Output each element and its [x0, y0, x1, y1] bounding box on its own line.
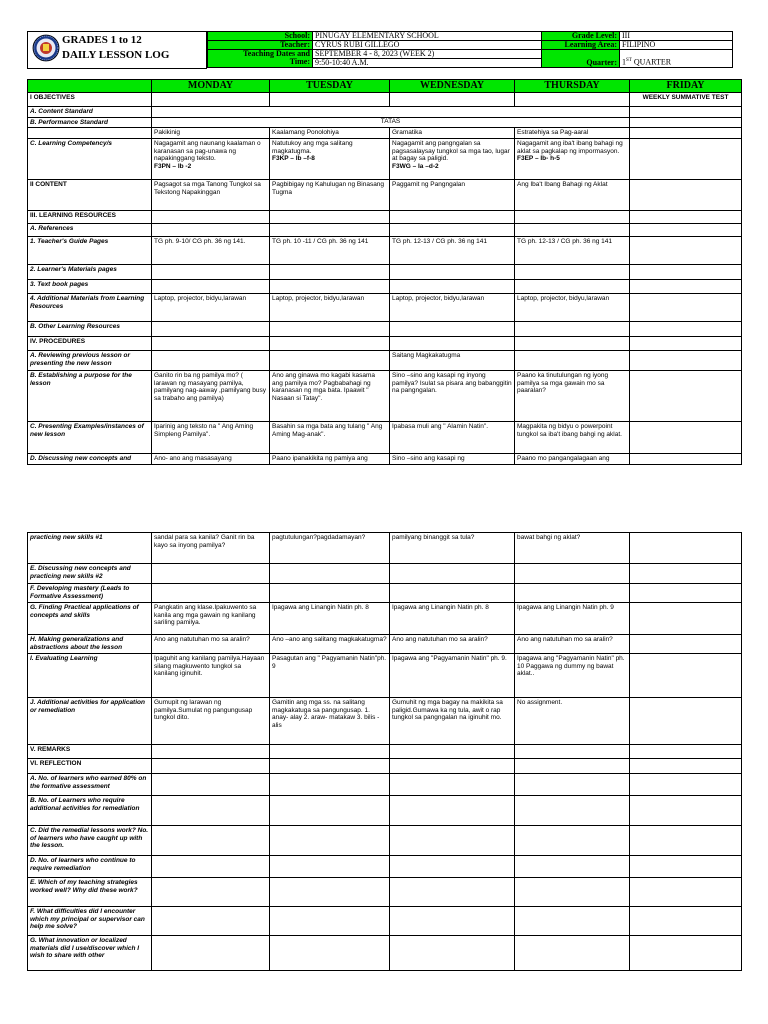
cell [515, 907, 630, 936]
evaluating-thursday: Ipagawa ang "Pagyamanin Natin" ph. 10 Paggawa ng dummy ng bawat aklat.. [515, 654, 630, 698]
day-header-wednesday: WEDNESDAY [390, 80, 515, 93]
content-thursday: Ang Iba't Ibang Bahagi ng Aklat [515, 180, 630, 211]
teaching-dates-label: Teaching Dates and [243, 49, 310, 58]
content-monday: Pagsagot sa mga Tanong Tungkol sa Tekstong Napakinggan [152, 180, 270, 211]
other-resources-label: B. Other Learning Resources [28, 322, 152, 337]
cell [515, 224, 630, 237]
cell [515, 265, 630, 280]
quarter-superscript: ST [626, 58, 632, 64]
additional-activities-label: J. Additional activities for application or remediation [28, 698, 152, 745]
lesson-log-table-page2 [27, 532, 742, 971]
additional-activities-monday: Gumupit ng larawan ng pamilya.Sumulat ng pangungusap tungkol dito. [152, 698, 270, 745]
cell [630, 107, 742, 118]
reflection-c-label: C. Did the remedial lessons work? No. of learners who have caught up with the lesson. [28, 826, 152, 856]
cell [515, 856, 630, 878]
cell [630, 117, 742, 128]
cell [515, 936, 630, 971]
cell [152, 745, 270, 759]
cell [515, 745, 630, 759]
competency-code: F3KP – Ib –f-8 [272, 155, 315, 163]
grade-level-value: III [620, 32, 733, 41]
day-header-friday: FRIDAY [630, 80, 742, 93]
day-header-tuesday: TUESDAY [270, 80, 390, 93]
cell [515, 337, 630, 351]
cell [270, 796, 390, 826]
cell [630, 584, 742, 603]
reflection-d-label: D. No. of learners who continue to require remediation [28, 856, 152, 878]
cell [390, 745, 515, 759]
competency-thursday [515, 139, 630, 180]
references-label: A. References [28, 224, 152, 237]
cell [630, 745, 742, 759]
teacher-value: CYRUS RUBI GILLEGO [313, 41, 542, 50]
cell [152, 322, 270, 337]
evaluating-learning-label: I. Evaluating Learning [28, 654, 152, 698]
performance-wednesday: Gramatika [390, 128, 515, 139]
reflection-a-label: A. No. of learners who earned 80% on the formative assessment [28, 774, 152, 796]
cell [630, 422, 742, 454]
cell [390, 796, 515, 826]
evaluating-tuesday: Pasagutan ang " Pagyamanin Natin"ph. 9 [270, 654, 390, 698]
generalizations-thursday: Ano ang natutuhan mo sa aralin? [515, 635, 630, 654]
generalizations-monday: Ano ang natutuhan mo sa aralin? [152, 635, 270, 654]
cell [270, 826, 390, 856]
cell [390, 337, 515, 351]
discussing-label-bottom: practicing new skills #1 [28, 533, 152, 564]
competency-code: F3EP – Ib- h-5 [517, 155, 560, 163]
cell [390, 564, 515, 584]
day-header-monday: MONDAY [152, 80, 270, 93]
competency-tuesday [270, 139, 390, 180]
additional-thursday: Laptop, projector, bidyu,larawan [515, 294, 630, 322]
cell [630, 774, 742, 796]
presenting-label: C. Presenting Examples/instances of new lesson [28, 422, 152, 454]
cell [630, 224, 742, 237]
header-info-table [207, 31, 733, 68]
cell [390, 93, 515, 107]
cell [270, 774, 390, 796]
cell [630, 180, 742, 211]
cell [515, 878, 630, 907]
additional-wednesday: Laptop, projector, bidyu,larawan [390, 294, 515, 322]
cell [515, 759, 630, 774]
cell [270, 936, 390, 971]
cell [270, 759, 390, 774]
cell [515, 564, 630, 584]
cell [152, 759, 270, 774]
teaching-dates-value: SEPTEMBER 4 - 8, 2023 (WEEK 2) [313, 50, 542, 59]
performance-monday: Pakikinig [152, 128, 270, 139]
reviewing-tuesday [270, 351, 390, 371]
performance-standard-label: B. Performance Standard [28, 117, 152, 128]
competency-monday [152, 139, 270, 180]
cell [390, 774, 515, 796]
additional-monday: Laptop, projector, bidyu,larawan [152, 294, 270, 322]
competency-text: Nagagamit ang iba't ibang bahagi ng aklat sa pagkalap ng impormasyon. [517, 140, 623, 155]
teacher-label: Teacher: [208, 41, 313, 50]
cell [630, 907, 742, 936]
content-standard-cell [152, 107, 630, 118]
cell [630, 128, 742, 139]
cell [630, 936, 742, 971]
cell [152, 211, 270, 224]
teachers-guide-label: 1. Teacher's Guide Pages [28, 237, 152, 265]
performance-tuesday: Kaalamang Ponolohiya [270, 128, 390, 139]
objectives-label: I OBJECTIVES [28, 93, 152, 107]
cell [270, 878, 390, 907]
day-header-thursday: THURSDAY [515, 80, 630, 93]
discussing-bottom-monday: sandal para sa kanila? Ganit rin ba kayo sa inyong pamilya? [152, 533, 270, 564]
header-title-line1: GRADES 1 to 12 [62, 34, 142, 46]
cell [270, 745, 390, 759]
time-label: Time: [289, 57, 310, 66]
reflection-b-label: B. No. of Learners who require additional activities for remediation [28, 796, 152, 826]
cell [630, 856, 742, 878]
evaluating-monday: Ipaguhit ang kanilang pamilya.Hayaan silang magkuwento tungkol sa kanilang iginuhit. [152, 654, 270, 698]
additional-activities-tuesday: Gamitin ang mga ss. na salitang magkakatuga sa pangungusap. 1. anay- alay 2. araw- matakaw 3. bilis - alis [270, 698, 390, 745]
cell [390, 936, 515, 971]
cell [630, 351, 742, 371]
presenting-wednesday: Ipabasa muli ang " Alamin Natin". [390, 422, 515, 454]
practical-applications-label: G. Finding Practical applications of concepts and skills [28, 603, 152, 635]
cell [630, 211, 742, 224]
discussing-bottom-tuesday: pagtutulungan?pagdadamayan? [270, 533, 390, 564]
procedures-label: IV. PROCEDURES [28, 337, 152, 351]
practical-wednesday: Ipagawa ang Linangin Natin ph. 8 [390, 603, 515, 635]
cell [630, 635, 742, 654]
reflection-e-label: E. Which of my teaching strategies worked well? Why did these work? [28, 878, 152, 907]
cell [152, 584, 270, 603]
purpose-monday: Ganito rin ba ng pamilya mo? ( larawan ng masayang pamilya, pamilyang nag-aaway ,pamilyang busy sa trabaho ang pamilya) [152, 371, 270, 422]
learners-materials-label: 2. Learner's Materials pages [28, 265, 152, 280]
cell [630, 139, 742, 180]
day-header-blank [28, 80, 152, 93]
cell [270, 322, 390, 337]
cell [270, 856, 390, 878]
cell [390, 878, 515, 907]
generalizations-wednesday: Ano ang natutuhan mo sa aralin? [390, 635, 515, 654]
cell [630, 826, 742, 856]
tg-thursday: TG ph. 12-13 / CG ph. 36 ng 141 [515, 237, 630, 265]
quarter-text: QUARTER [631, 58, 672, 67]
school-label: School: [208, 32, 313, 41]
presenting-tuesday: Basahin sa mga bata ang tulang " Ang Aming Mag-anak". [270, 422, 390, 454]
cell [515, 774, 630, 796]
purpose-label: B. Establishing a purpose for the lesson [28, 371, 152, 422]
weekly-summative-test: WEEKLY SUMMATIVE TEST [630, 93, 742, 107]
reflection-f-label: F. What difficulties did I encounter which my principal or supervisor can help me solve? [28, 907, 152, 936]
cell [630, 759, 742, 774]
developing-mastery-label: F. Developing mastery (Leads to Formative Assessment) [28, 584, 152, 603]
cell [28, 128, 152, 139]
cell [152, 856, 270, 878]
purpose-thursday: Paano ka tinutulungan ng iyong pamilya sa mga gawain mo sa paaralan? [515, 371, 630, 422]
reflection-g-label: G. What innovation or localized materials did I use/discover which I wish to share with other [28, 936, 152, 971]
content-wednesday: Paggamit ng Pangngalan [390, 180, 515, 211]
content-label: II CONTENT [28, 180, 152, 211]
discussing-2-label: E. Discussing new concepts and practicing new skills #2 [28, 564, 152, 584]
school-value: PINUGAY ELEMENTARY SCHOOL [313, 32, 542, 41]
learning-area-value: FILIPINO [620, 41, 733, 50]
cell [630, 878, 742, 907]
cell [630, 322, 742, 337]
cell [515, 584, 630, 603]
lesson-log-table-page1 [27, 79, 742, 465]
reviewing-wednesday: Saitang Magkakatugma [390, 351, 515, 371]
cell [390, 584, 515, 603]
header-title-line2: DAILY LESSON LOG [62, 49, 170, 61]
cell [152, 224, 270, 237]
cell [630, 654, 742, 698]
cell [515, 211, 630, 224]
quarter-number: 1 [622, 58, 626, 67]
cell [152, 878, 270, 907]
cell [152, 265, 270, 280]
cell [630, 280, 742, 294]
page-break [0, 470, 768, 532]
cell [630, 603, 742, 635]
content-tuesday: Pagbibigay ng Kahulugan ng Binasang Tugma [270, 180, 390, 211]
performance-thursday: Estratehiya sa Pag-aaral [515, 128, 630, 139]
content-standard-label: A. Content Standard [28, 107, 152, 118]
discussing-top-tuesday: Paano ipanakikita ng pamiya ang [270, 454, 390, 465]
generalizations-tuesday: Ano –ano ang salitang magkakatugma? [270, 635, 390, 654]
cell [152, 93, 270, 107]
cell [152, 936, 270, 971]
header-title-box [27, 31, 207, 69]
learning-resources-label: III. LEARNING RESOURCES [28, 211, 152, 224]
cell [270, 93, 390, 107]
purpose-tuesday: Ano ang ginawa mo kagabi kasama ang pamilya mo? Pagbabahagi ng karanasan ng mga bata. Ipaawit " Nasaan si Tatay". [270, 371, 390, 422]
cell [515, 322, 630, 337]
cell [630, 237, 742, 265]
cell [390, 759, 515, 774]
cell [515, 93, 630, 107]
presenting-monday: Iparinig ang teksto na " Ang Aming Simpleng Pamilya". [152, 422, 270, 454]
remarks-label: V. REMARKS [28, 745, 152, 759]
cell [152, 337, 270, 351]
grade-level-label: Grade Level: [542, 32, 620, 41]
cell [390, 907, 515, 936]
tg-tuesday: TG ph. 10 -11 / CG ph. 36 ng 141 [270, 237, 390, 265]
cell [152, 280, 270, 294]
tg-wednesday: TG ph. 12-13 / CG ph. 36 ng 141 [390, 237, 515, 265]
competency-text: Nagagamit ang pangngalan sa pagsasalaysay tungkol sa mga tao, lugar at bagay sa paligid. [392, 140, 510, 163]
cell [515, 280, 630, 294]
cell [390, 211, 515, 224]
reviewing-thursday [515, 351, 630, 371]
cell [270, 907, 390, 936]
reviewing-monday [152, 351, 270, 371]
cell [270, 211, 390, 224]
generalizations-label: H. Making generalizations and abstractions about the lesson [28, 635, 152, 654]
evaluating-wednesday: Ipagawa ang "Pagyamanin Natin" ph. 9. [390, 654, 515, 698]
cell [630, 294, 742, 322]
competency-code: F3WG – Ia –d-2 [392, 162, 439, 170]
cell [270, 564, 390, 584]
tatas-label: TATAS [152, 117, 630, 128]
quarter-value [620, 50, 733, 68]
practical-tuesday: Ipagawa ang Linangin Natin ph. 8 [270, 603, 390, 635]
cell [270, 280, 390, 294]
cell [630, 698, 742, 745]
text-book-label: 3. Text book pages [28, 280, 152, 294]
cell [152, 907, 270, 936]
cell [270, 224, 390, 237]
purpose-wednesday: Sino –sino ang kasapi ng inyong pamilya? Isulat sa pisara ang babanggitin na pangngalan. [390, 371, 515, 422]
cell [152, 774, 270, 796]
cell [390, 322, 515, 337]
quarter-label: Quarter: [542, 50, 620, 68]
additional-activities-thursday: No assignment. [515, 698, 630, 745]
discussing-label-top: D. Discussing new concepts and [28, 454, 152, 465]
cell [630, 337, 742, 351]
teaching-dates-cell [208, 50, 313, 68]
practical-monday: Pangkatin ang klase.Ipakuwento sa kanila ang mga gawain ng kanilang sariling pamilya. [152, 603, 270, 635]
cell [152, 564, 270, 584]
cell [152, 826, 270, 856]
cell [630, 371, 742, 422]
cell [390, 224, 515, 237]
cell [630, 564, 742, 584]
competency-text: Nagagamit ang naunang kaalaman o karanasan sa pag-unawa ng napakinggang teksto. [154, 140, 261, 163]
reviewing-label: A. Reviewing previous lesson or presenting the new lesson [28, 351, 152, 371]
cell [515, 796, 630, 826]
cell [390, 856, 515, 878]
tg-monday: TG ph. 9-10/ CG ph. 36 ng 141. [152, 237, 270, 265]
cell [152, 796, 270, 826]
cell [630, 796, 742, 826]
competency-wednesday [390, 139, 515, 180]
cell [390, 826, 515, 856]
practical-thursday: Ipagawa ang Linangin Natin ph. 9 [515, 603, 630, 635]
competency-code: F3PN – Ib -2 [154, 162, 192, 170]
discussing-top-monday: Ano- ano ang masasayang [152, 454, 270, 465]
cell [390, 280, 515, 294]
competency-label: C. Learning Competency/s [28, 139, 152, 180]
additional-materials-label: 4. Additional Materials from Learning Resources [28, 294, 152, 322]
discussing-bottom-wednesday: pamilyang binanggit sa tula? [390, 533, 515, 564]
time-value: 9:50-10:40 A.M. [313, 59, 542, 68]
cell [630, 454, 742, 465]
discussing-top-thursday: Paano mo pangangalagaan ang [515, 454, 630, 465]
cell [630, 265, 742, 280]
reflection-label: VI. REFLECTION [28, 759, 152, 774]
cell [515, 826, 630, 856]
cell [390, 265, 515, 280]
learning-area-label: Learning Area: [542, 41, 620, 50]
additional-activities-wednesday: Gumuhit ng mga bagay na makikita sa paligid.Gumawa ka ng tula, awit o rap tungkol sa pangngalan na iginuhit mo. [390, 698, 515, 745]
discussing-bottom-thursday: bawat bahgi ng aklat? [515, 533, 630, 564]
additional-tuesday: Laptop, projector, bidyu,larawan [270, 294, 390, 322]
cell [270, 584, 390, 603]
deped-seal-icon [32, 34, 60, 62]
discussing-top-wednesday: Sino –sino ang kasapi ng [390, 454, 515, 465]
competency-text: Natutukoy ang mga salitang magkatugma. [272, 140, 353, 155]
cell [630, 533, 742, 564]
presenting-thursday: Magpakita ng bidyu o powerpoint tungkol sa iba't ibang bahgi ng aklat. [515, 422, 630, 454]
cell [270, 337, 390, 351]
cell [270, 265, 390, 280]
